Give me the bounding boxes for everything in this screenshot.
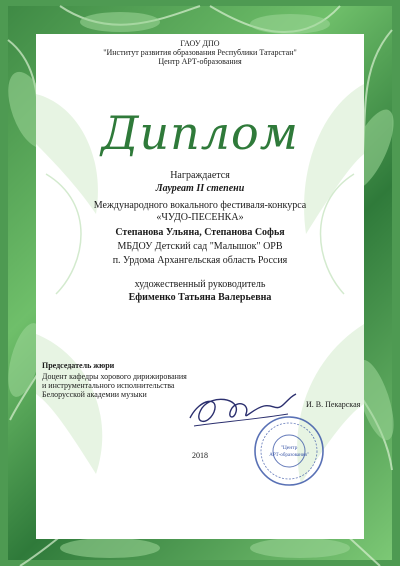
- stamp-text-1: "Центр: [280, 445, 298, 451]
- org-line-3: Центр АРТ-образования: [158, 57, 242, 66]
- institution: МБДОУ Детский сад "Малышок" ОРВ: [117, 241, 283, 252]
- contest-line-2: «ЧУДО-ПЕСЕНКА»: [156, 212, 244, 223]
- org-line-1: ГАОУ ДПО: [180, 39, 220, 48]
- award-degree: Лауреат II степени: [155, 183, 245, 194]
- jury-position-2: и инструментального исполнительства: [42, 381, 175, 390]
- recipients: Степанова Ульяна, Степанова Софья: [115, 227, 285, 238]
- official-stamp: [252, 414, 326, 488]
- jury-position-3: Белорусской академии музыки: [42, 390, 147, 399]
- org-line-2: "Институт развития образования Республики Татарстан": [103, 48, 297, 57]
- diploma-year: 2018: [192, 451, 208, 460]
- supervisor-name: Ефименко Татьяна Валерьевна: [128, 292, 272, 303]
- jury-chair-name: И. В. Пекарская: [306, 400, 361, 409]
- location: п. Урдома Архангельская область Россия: [112, 255, 288, 266]
- jury-position-1: Доцент кафедры хорового дирижирования: [42, 372, 187, 381]
- supervisor-label: художественный руководитель: [134, 279, 266, 290]
- stamp-text-2: АРТ-образования": [269, 453, 309, 458]
- awarded-label: Награждается: [170, 170, 230, 181]
- diploma-title: Диплом: [101, 106, 299, 160]
- contest-line-1: Международного вокального фестиваля-конкурса: [93, 200, 307, 211]
- jury-title: Председатель жюри: [42, 361, 115, 370]
